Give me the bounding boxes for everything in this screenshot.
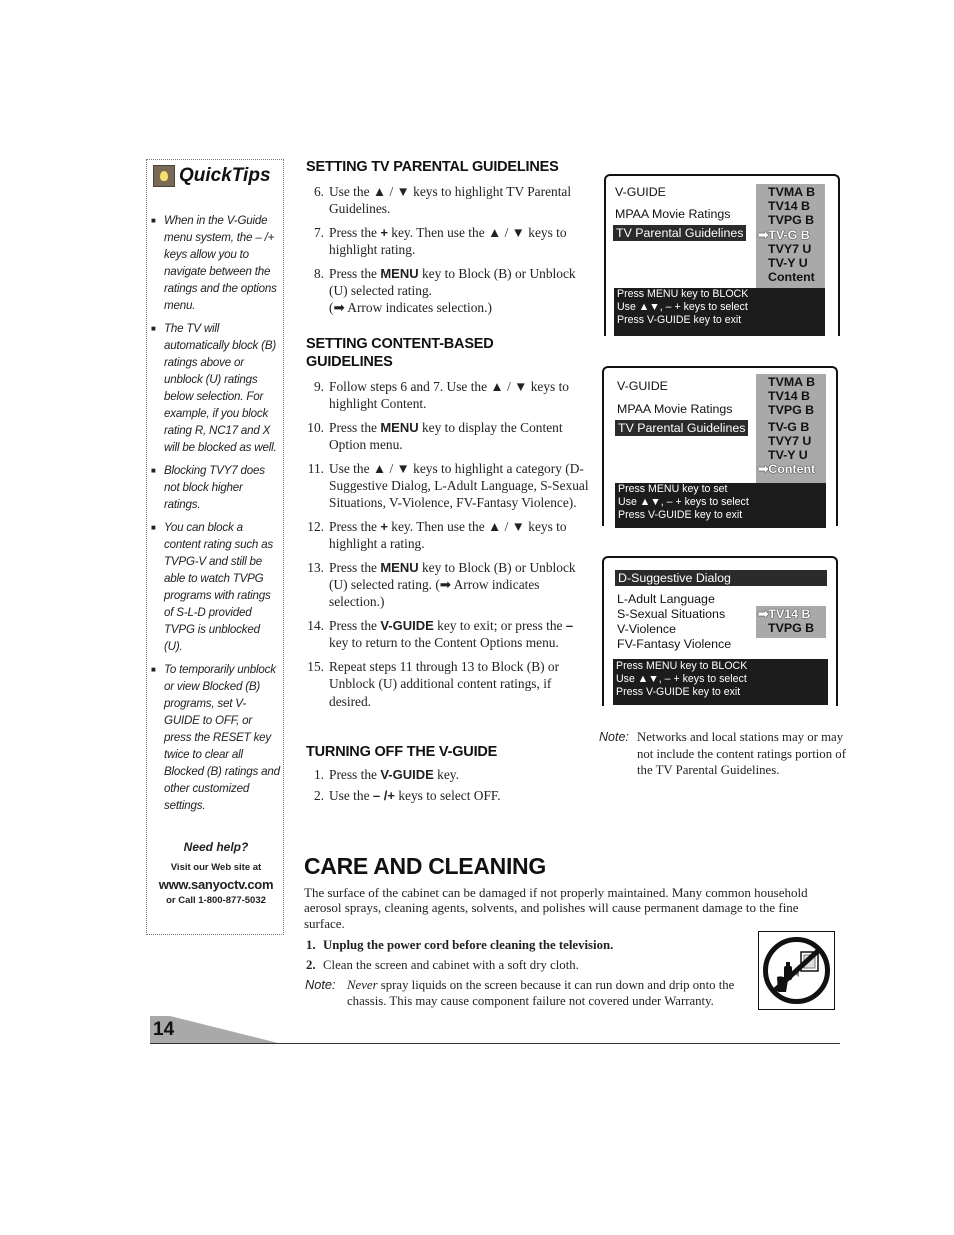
care-list xyxy=(306,936,613,975)
rating-item-selected: ➡TV-G B xyxy=(758,227,810,242)
care-note xyxy=(305,977,755,1009)
step-text: keys to select OFF. xyxy=(398,788,501,804)
page-number: 14 xyxy=(153,1019,175,1040)
step-text: Press the xyxy=(329,559,377,575)
screen-instructions xyxy=(615,483,826,528)
step-text: key. Then use the ▲ / ▼ keys to highlight a rating. xyxy=(329,518,567,552)
care-heading: CARE AND CLEANING xyxy=(304,853,546,879)
step-number: 8. xyxy=(313,265,324,281)
note-text: Networks and local stations may or may not include the content ratings portion of the TV Parental Guidelines. xyxy=(637,730,846,777)
quicktips-title: QuickTips xyxy=(179,165,271,186)
screen-instructions xyxy=(613,659,828,705)
instruction-line: Press MENU key to BLOCK xyxy=(616,660,748,672)
help-title: Need help? xyxy=(183,840,249,854)
tips-list xyxy=(151,212,281,820)
screen-line: L-Adult Language xyxy=(617,592,715,606)
section-heading-content xyxy=(306,335,494,371)
step-item xyxy=(306,787,590,804)
step-item xyxy=(306,419,590,454)
screen-line: V-GUIDE xyxy=(615,185,666,199)
ratings-list xyxy=(756,184,825,289)
care-item-number: 1. xyxy=(306,938,316,952)
tv-screen-content xyxy=(602,366,838,526)
step-number: 6. xyxy=(313,184,324,199)
instruction-line: Press V-GUIDE key to exit xyxy=(617,314,742,327)
menu-key: MENU xyxy=(380,265,419,281)
step-text: Press the xyxy=(329,518,377,534)
ratings-list xyxy=(756,606,826,638)
screen-line: FV-Fantasy Violence xyxy=(617,637,732,651)
note-emphasis: Never xyxy=(347,978,378,992)
step-text: key to Block (B) or Unblock (U) selected rating. (➡ Arrow indicates selection.) xyxy=(329,559,576,610)
tv-screen-parental xyxy=(604,174,840,336)
screen-line: V-GUIDE xyxy=(617,379,668,393)
note-label: Note: xyxy=(305,977,336,992)
help-visit: Visit our Web site at xyxy=(170,862,262,873)
step-item xyxy=(306,658,590,710)
step-text: Repeat steps 11 through 13 to Block (B) or Unblock (U) additional content ratings, if desired. xyxy=(329,658,560,709)
step-item xyxy=(306,559,590,611)
help-phone: or Call 1-800-877-5032 xyxy=(166,895,266,906)
rating-item: TVMA B xyxy=(768,185,816,199)
rating-item: TV-Y U xyxy=(768,255,808,270)
instruction-line: Press V-GUIDE key to exit xyxy=(618,509,743,522)
rating-item: TVY7 U xyxy=(768,241,812,256)
instruction-line: Press V-GUIDE key to exit xyxy=(616,686,741,699)
quicktips-sidebar xyxy=(146,159,284,935)
step-text: Press the xyxy=(329,767,377,782)
step-text: key to exit; or press the xyxy=(437,617,563,633)
heading-line: GUIDELINES xyxy=(306,354,393,370)
step-number: 7. xyxy=(313,224,324,240)
steps-tv-parental xyxy=(306,183,590,323)
step-text: Follow steps 6 and 7. Use the ▲ / ▼ keys to highlight Content. xyxy=(329,379,569,412)
section-heading-vguide-off: TURNING OFF THE V-GUIDE xyxy=(306,744,498,760)
step-text: Press the xyxy=(329,224,377,240)
screen-highlight: D-Suggestive Dialog xyxy=(615,570,827,586)
tip-item: ■ The TV will automatically block (B) ratings above or unblock (U) ratings below selection. For example, if you block rating R, NC17 and X will be blocked as well. xyxy=(151,320,281,456)
ratings-list xyxy=(756,374,826,485)
note-text xyxy=(347,977,755,1009)
step-number: 9. xyxy=(313,379,324,394)
care-item xyxy=(306,936,613,956)
footer-rule xyxy=(150,1043,840,1044)
step-text: Press the xyxy=(329,419,377,435)
instruction-line: Use ▲▼, – + keys to select xyxy=(617,301,748,314)
heading-line: SETTING CONTENT-BASED xyxy=(306,336,494,352)
steps-vguide-off xyxy=(306,766,590,811)
care-item-text: Unplug the power cord before cleaning the television. xyxy=(323,938,614,952)
rating-item: TV14 B xyxy=(768,199,811,214)
plus-key: + xyxy=(380,224,388,240)
step-text: key. Then use the ▲ / ▼ keys to highlight rating. xyxy=(329,224,567,258)
vguide-key: V-GUIDE xyxy=(380,617,434,633)
step-number: 11. xyxy=(307,460,324,476)
tip-item: ■ When in the V-Guide menu system, the – /+ keys allow you to navigate between the ratings and the options menu. xyxy=(151,212,281,314)
lightbulb-icon xyxy=(153,165,175,187)
step-text: (➡ Arrow indicates selection.) xyxy=(329,300,492,316)
care-item-text: Clean the screen and cabinet with a soft dry cloth. xyxy=(323,957,579,972)
screen-line: S-Sexual Situations xyxy=(617,607,726,621)
step-number: 13. xyxy=(307,559,324,575)
rating-item-selected: ➡Content xyxy=(758,462,816,477)
tip-item: ■ You can block a content rating such as TVPG-V and still be able to watch TVPG programs with ratings of S-L-D provided TVPG is unblocked (U). xyxy=(151,519,281,655)
instruction-line: Use ▲▼, – + keys to select xyxy=(616,673,747,686)
no-spray-icon xyxy=(758,931,835,1010)
step-text: Use the ▲ / ▼ keys to highlight a category (D-Suggestive Dialog, L-Adult Language, S-Sexual Situations, V-Violence, FV-Fantasy Violence). xyxy=(329,460,589,511)
note-content-ratings xyxy=(599,729,849,779)
step-text: key to Block (B) or Unblock (U) selected rating. xyxy=(329,265,576,299)
step-text: key. xyxy=(437,767,459,782)
step-number: 15. xyxy=(307,658,324,674)
step-number: 2. xyxy=(313,788,324,804)
vguide-key: V-GUIDE xyxy=(380,767,434,782)
rating-item: TV-Y U xyxy=(768,447,808,462)
rating-item: TVY7 U xyxy=(768,433,812,448)
step-number: 10. xyxy=(307,419,324,435)
minus-plus-key: – /+ xyxy=(372,788,395,804)
rating-item: TV14 B xyxy=(768,389,811,404)
instruction-line: Use ▲▼, – + keys to select xyxy=(618,496,749,509)
rating-item: TVPG B xyxy=(768,621,815,636)
care-item-number: 2. xyxy=(306,957,316,972)
step-text: Use the xyxy=(329,788,370,804)
screen-highlight: TV Parental Guidelines xyxy=(613,225,746,241)
step-text: Use the ▲ / ▼ keys to highlight TV Parental Guidelines. xyxy=(329,184,572,217)
step-item xyxy=(306,265,590,317)
instruction-line: Press MENU key to BLOCK xyxy=(617,288,749,300)
step-item xyxy=(306,183,590,218)
step-item xyxy=(306,224,590,259)
help-url[interactable]: www.sanyoctv.com xyxy=(158,877,274,892)
step-number: 14. xyxy=(307,617,324,633)
rating-item: TV-G B xyxy=(768,419,810,434)
step-item xyxy=(306,617,590,652)
note-label: Note: xyxy=(599,730,629,744)
step-number: 1. xyxy=(313,767,324,782)
step-item xyxy=(306,460,590,512)
minus-key: – xyxy=(565,617,574,633)
screen-highlight: TV Parental Guidelines xyxy=(615,420,748,436)
step-text: Press the xyxy=(329,265,377,281)
tv-screen-categories xyxy=(602,556,838,706)
step-number: 12. xyxy=(307,518,324,534)
note-text-body: spray liquids on the screen because it can run down and drip onto the chassis. This may cause component failure not covered under Warranty. xyxy=(347,978,735,1008)
step-text: key to display the Content Option menu. xyxy=(329,419,563,453)
tip-item: ■ To temporarily unblock or view Blocked (B) programs, set V-GUIDE to OFF, or press the RESET key twice to clear all Blocked (B) ratings and other customized settings. xyxy=(151,661,281,814)
rating-item-selected: ➡TV14 B xyxy=(758,607,811,621)
screen-line: V-Violence xyxy=(617,622,677,636)
care-item xyxy=(306,956,613,976)
plus-key: + xyxy=(380,518,388,534)
step-item xyxy=(306,766,590,783)
screen-line: MPAA Movie Ratings xyxy=(615,207,731,221)
step-item xyxy=(306,378,590,413)
rating-item: TVMA B xyxy=(768,375,816,389)
menu-key: MENU xyxy=(380,559,419,575)
step-item xyxy=(306,518,590,553)
tip-item: ■ Blocking TVY7 does not block higher ratings. xyxy=(151,462,281,513)
section-heading-tv-parental: SETTING TV PARENTAL GUIDELINES xyxy=(306,159,559,175)
rating-item: TVPG B xyxy=(768,213,815,228)
quicktips-header xyxy=(153,164,271,188)
screen-instructions xyxy=(614,288,825,336)
care-intro: The surface of the cabinet can be damaged if not properly maintained. Many common household aerosol sprays, cleaning agents, solvents, and polishes will cause permanent damage to the fine surface. xyxy=(304,885,808,931)
rating-item: Content xyxy=(768,270,815,285)
help-box xyxy=(147,840,285,906)
step-text: key to return to the Content Options menu. xyxy=(329,635,559,651)
steps-content xyxy=(306,378,590,716)
screen-line: MPAA Movie Ratings xyxy=(617,402,733,416)
step-text: Press the xyxy=(329,617,377,633)
instruction-line: Press MENU key to set xyxy=(618,483,728,495)
menu-key: MENU xyxy=(380,419,419,435)
rating-item: TVPG B xyxy=(768,403,815,418)
